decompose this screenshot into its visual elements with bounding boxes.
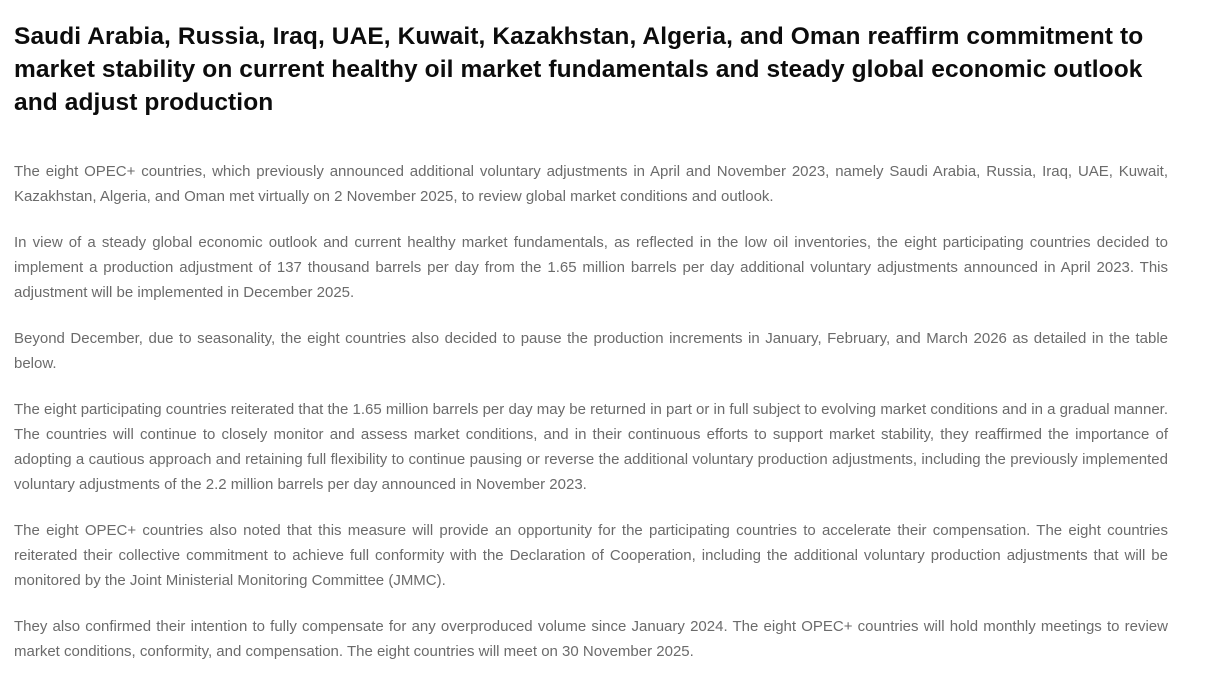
paragraph: The eight OPEC+ countries also noted that this measure will provide an opportunity for the participating countries to accelerate their compensation. The eight countries reiterated their collective commitment to achieve full conformity with the Declaration of Cooperation, including the additional voluntary production adjustments that will be monitored by the Joint Ministerial Monitoring Committee (JMMC).	[14, 522, 1168, 589]
paragraph: In view of a steady global economic outlook and current healthy market fundamentals, as reflected in the low oil inventories, the eight participating countries decided to implement a production adjustment of 137 thousand barrels per day from the 1.65 million barrels per day additional voluntary adjustments announced in April 2023. This adjustment will be implemented in December 2025.	[14, 234, 1168, 301]
article-headline: Saudi Arabia, Russia, Iraq, UAE, Kuwait, Kazakhstan, Algeria, and Oman reaffirm commitment to market stability on current healthy oil market fundamentals and steady global economic outlook and adjust production	[14, 23, 1144, 116]
paragraph: Beyond December, due to seasonality, the eight countries also decided to pause the production increments in January, February, and March 2026 as detailed in the table below.	[14, 330, 1168, 372]
paragraph: The eight OPEC+ countries, which previously announced additional voluntary adjustments in April and November 2023, namely Saudi Arabia, Russia, Iraq, UAE, Kuwait, Kazakhstan, Algeria, and Oman met virtually on 2 November 2025, to review global market conditions and outlook.	[14, 163, 1168, 205]
paragraph: The eight participating countries reiterated that the 1.65 million barrels per day may be returned in part or in full subject to evolving market conditions and in a gradual manner. The countries will continue to closely monitor and assess market conditions, and in their continuous efforts to support market stability, they reaffirmed the importance of adopting a cautious approach and retaining full flexibility to continue pausing or reverse the additional voluntary production adjustments, including the previously implemented voluntary adjustments of the 2.2 million barrels per day announced in November 2023.	[14, 401, 1168, 493]
article-body	[14, 159, 1168, 664]
paragraph: They also confirmed their intention to fully compensate for any overproduced volume since January 2024. The eight OPEC+ countries will hold monthly meetings to review market conditions, conformity, and compensation. The eight countries will meet on 30 November 2025.	[14, 618, 1168, 660]
